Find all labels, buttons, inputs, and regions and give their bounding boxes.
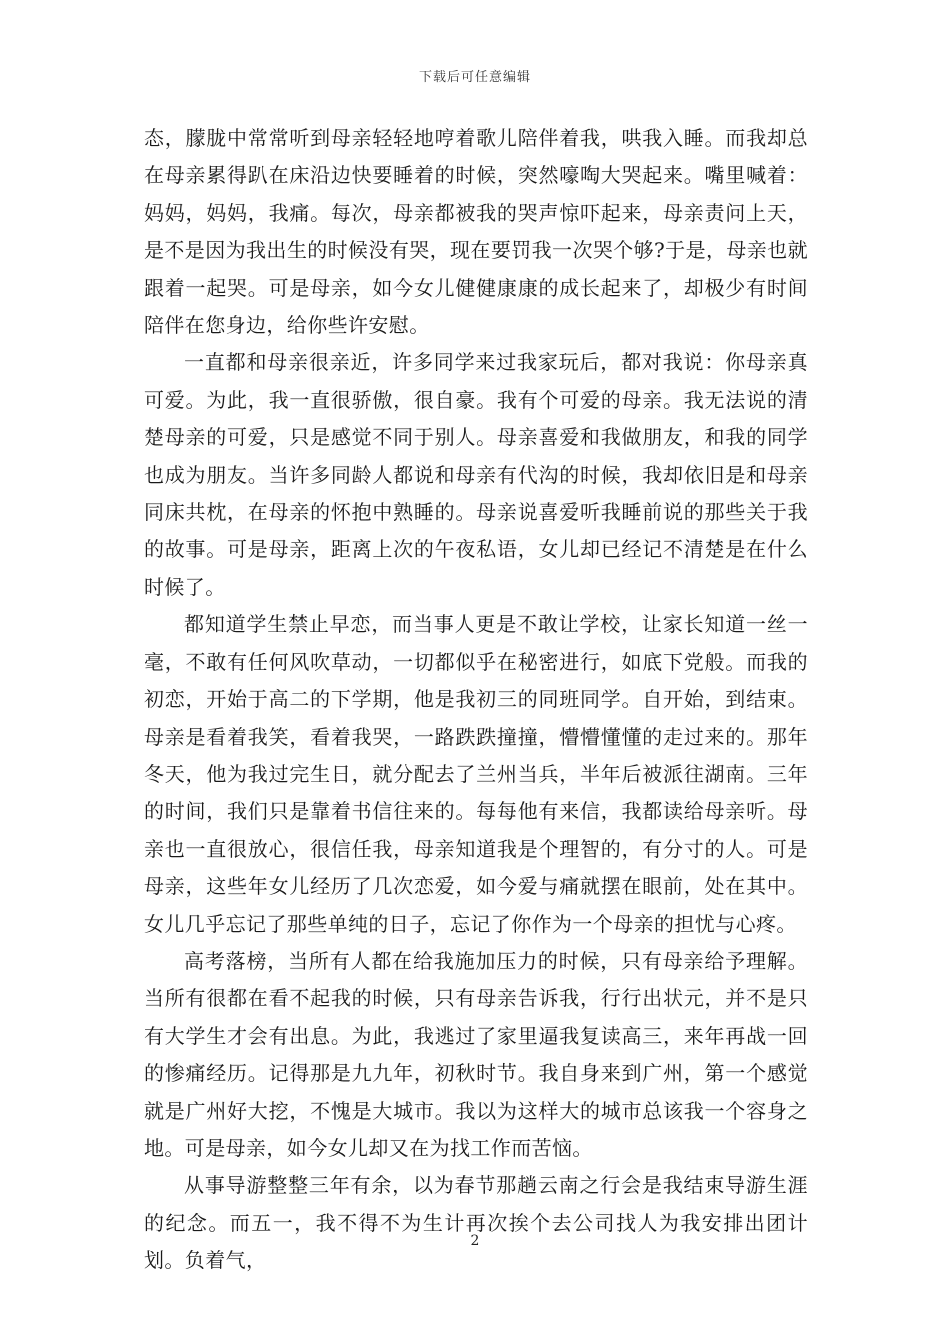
paragraph: 都知道学生禁止早恋，而当事人更是不敢让学校，让家长知道一丝一毫，不敢有任何风吹草动，一切都似乎在秘密进行，如底下党般。而我的初恋，开始于高二的下学期，他是我初三的同班同学。自开始，到结束。母亲是看着我笑，看着我哭，一路跌跌撞撞，懵懵懂懂的走过来的。那年冬天，他为我过完生日，就分配去了兰州当兵，半年后被派往湖南。三年的时间，我们只是靠着书信往来的。每每他有来信，我都读给母亲听。母亲也一直很放心，很信任我，母亲知道我是个理智的，有分寸的人。可是母亲，这些年女儿经历了几次恋爱，如今爱与痛就摆在眼前，处在其中。女儿几乎忘记了那些单纯的日子，忘记了你作为一个母亲的担忧与心疼。 — [144, 612, 808, 936]
paragraph: 态，朦胧中常常听到母亲轻轻地哼着歌儿陪伴着我，哄我入睡。而我却总在母亲累得趴在床沿边快要睡着的时候，突然嚎啕大哭起来。嘴里喊着：妈妈，妈妈，我痛。每次，母亲都被我的哭声惊吓起来，母亲责问上天，是不是因为我出生的时候没有哭，现在要罚我一次哭个够?于是，母亲也就跟着一起哭。可是母亲，如今女儿健健康康的成长起来了，却极少有时间陪伴在您身边，给你些许安慰。 — [144, 126, 808, 338]
page-number: 2 — [470, 1233, 480, 1249]
header-note: 下载后可任意编辑 — [418, 70, 531, 85]
document-body — [144, 120, 808, 1280]
paragraph: 从事导游整整三年有余，以为春节那趟云南之行会是我结束导游生涯的纪念。而五一，我不得不为生计再次挨个去公司找人为我安排出团计划。负着气， — [144, 1173, 808, 1273]
paragraph: 高考落榜，当所有人都在给我施加压力的时候，只有母亲给予理解。当所有很都在看不起我的时候，只有母亲告诉我，行行出状元，并不是只有大学生才会有出息。为此，我逃过了家里逼我复读高三，来年再战一回的惨痛经历。记得那是九九年，初秋时节。我自身来到广州，第一个感觉就是广州好大挖，不愧是大城市。我以为这样大的城市总该我一个容身之地。可是母亲，如今女儿却又在为找工作而苦恼。 — [144, 948, 808, 1160]
paragraph: 一直都和母亲很亲近，许多同学来过我家玩后，都对我说：你母亲真可爱。为此，我一直很骄傲，很自豪。我有个可爱的母亲。我无法说的清楚母亲的可爱，只是感觉不同于别人。母亲喜爱和我做朋友，和我的同学也成为朋友。当许多同龄人都说和母亲有代沟的时候，我却依旧是和母亲同床共枕，在母亲的怀抱中熟睡的。母亲说喜爱听我睡前说的那些关于我的故事。可是母亲，距离上次的午夜私语，女儿却已经记不清楚是在什么时候了。 — [144, 350, 808, 599]
